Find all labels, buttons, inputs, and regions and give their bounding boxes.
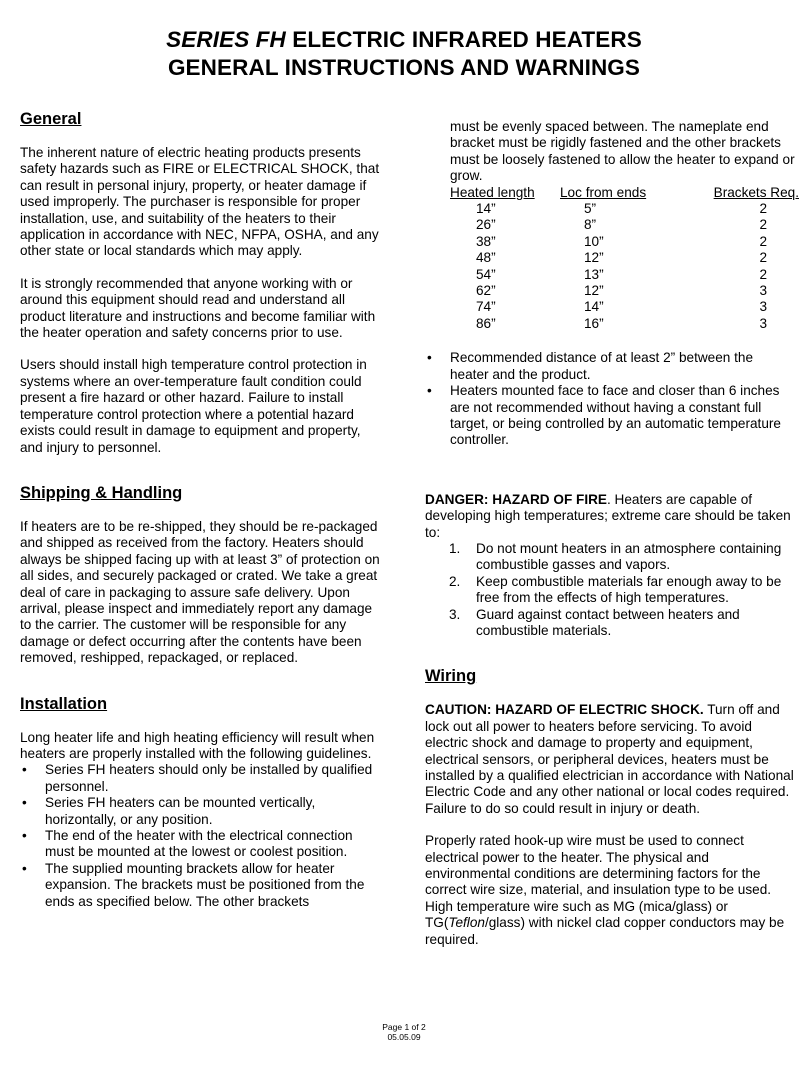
page-footer xyxy=(0,1022,808,1042)
danger-paragraph: DANGER: HAZARD OF FIRE. Heaters are capable of developing high temperatures; extreme care should be taken to: xyxy=(425,491,791,540)
cell-brackets-req: 3 xyxy=(759,299,767,315)
title-line2: GENERAL INSTRUCTIONS AND WARNINGS xyxy=(167,55,641,80)
cell-brackets-req: 2 xyxy=(759,233,767,249)
table-row xyxy=(450,201,799,217)
page-number: Page 1 of 2 xyxy=(382,1022,426,1032)
cell-heated-length: 38” xyxy=(476,233,496,249)
table-row xyxy=(450,267,799,283)
caution-label: CAUTION: HAZARD OF ELECTRIC SHOCK. xyxy=(425,702,704,718)
table-row xyxy=(450,250,799,266)
installation-bullet: • Series FH heaters should only be installed by qualified personnel. xyxy=(22,762,373,794)
bracket-table xyxy=(450,185,799,333)
left-column xyxy=(20,109,382,910)
general-heading: General xyxy=(20,110,82,128)
title-series: SERIES FH xyxy=(166,27,286,52)
header-brackets-req: Brackets Req. xyxy=(713,184,799,200)
danger-item: 3. Guard against contact between heaters and combustible materials. xyxy=(449,606,740,638)
header-loc-from-ends: Loc from ends xyxy=(560,184,647,200)
table-row xyxy=(450,316,799,332)
cell-heated-length: 54” xyxy=(476,266,496,282)
cell-brackets-req: 2 xyxy=(759,217,767,233)
installation-continued: must be evenly spaced between. The nameplate end bracket must be rigidly fastened and the other brackets must be loosely fastened to allow the heater to expand or grow. xyxy=(450,119,795,184)
installation-bullet: • Heaters mounted face to face and closer than 6 inches are not recommended without having a constant full target, or being controlled by an automatic temperature controller. xyxy=(427,383,781,448)
cell-loc-from-ends: 14” xyxy=(584,299,604,315)
installation-heading: Installation xyxy=(20,694,108,713)
cell-brackets-req: 2 xyxy=(759,201,767,217)
cell-loc-from-ends: 12” xyxy=(584,283,604,299)
installation-bullet: • Series FH heaters can be mounted vertically, horizontally, or any position. xyxy=(22,795,316,827)
general-paragraph-3: Users should install high temperature control protection in systems where an over-temperature fault condition could present a fire hazard or other hazard. Failure to install temperature control protection where a potential hazard exists could result in damage to equipment and property, and injury to personnel. xyxy=(20,357,367,455)
bracket-table-header xyxy=(450,185,799,201)
general-paragraph-2: It is strongly recommended that anyone working with or around this equipment should read and understand all product literature and instructions and become familiar with the heater operation and safety concerns prior to use. xyxy=(20,275,376,341)
table-row xyxy=(450,299,799,315)
cell-brackets-req: 2 xyxy=(759,250,767,266)
installation-bullet: • The end of the heater with the electrical connection must be mounted at the lowest or coolest position. xyxy=(22,828,353,860)
header-heated-length: Heated length xyxy=(450,184,535,200)
cell-heated-length: 14” xyxy=(476,201,496,217)
table-row xyxy=(450,234,799,250)
wiring-heading: Wiring xyxy=(425,667,477,686)
cell-loc-from-ends: 10” xyxy=(584,233,604,249)
danger-item: 1. Do not mount heaters in an atmosphere containing combustible gasses and vapors. xyxy=(449,540,782,573)
danger-label: DANGER: HAZARD OF FIRE xyxy=(425,491,607,507)
installation-bullet: • The supplied mounting brackets allow for heater expansion. The brackets must be positioned from the ends as specified below. The other brackets xyxy=(22,860,365,909)
installation-intro: Long heater life and high heating efficiency will result when heaters are properly installed with the following guidelines. xyxy=(20,729,375,761)
document-title xyxy=(0,26,808,82)
right-column xyxy=(425,119,799,948)
installation-bullet: • Recommended distance of at least 2” between the heater and the product. xyxy=(427,350,754,382)
cell-brackets-req: 2 xyxy=(759,266,767,282)
shipping-heading: Shipping & Handling xyxy=(20,483,183,502)
cell-loc-from-ends: 13” xyxy=(584,266,604,282)
cell-heated-length: 86” xyxy=(476,315,496,331)
shipping-paragraph: If heaters are to be re-shipped, they should be re-packaged and shipped as received from the factory. Heaters should always be shipped facing up with at least 3” of protection on all sides, and securely packaged or crated. We take a great deal of care in packaging to assure safe delivery. Upon arrival, please inspect and immediately report any damage to the carrier. The customer will be responsible for any damage or defect occurring after the contents have been removed, reshipped, repackaged, or replaced. xyxy=(20,518,380,666)
cell-loc-from-ends: 5” xyxy=(584,201,597,217)
title-line1: ELECTRIC INFRARED HEATERS xyxy=(285,27,642,52)
table-row xyxy=(450,217,799,233)
table-row xyxy=(450,283,799,299)
caution-paragraph: CAUTION: HAZARD OF ELECTRIC SHOCK. Turn off and lock out all power to heaters before servicing. To avoid electric shock and damage to property and equipment, electrical sensors, or peripheral devices, heaters must be installed by a qualified electrician in accordance with National Electric Code and any other national or local codes required. Failure to do so could result in injury or death. xyxy=(425,702,794,816)
danger-item: 2. Keep combustible materials far enough away to be free from the effects of high temperatures. xyxy=(449,573,782,606)
general-paragraph-1: The inherent nature of electric heating products presents safety hazards such as FIRE or ELECTRICAL SHOCK, that can result in personal injury, property, or heater damage if used improperly. The purchaser is responsible for proper installation, use, and suitability of the heaters to their application in accordance with NEC, NFPA, OSHA, and any other state or local standards which may apply. xyxy=(20,145,380,259)
cell-brackets-req: 3 xyxy=(759,283,767,299)
cell-heated-length: 48” xyxy=(476,250,496,266)
cell-loc-from-ends: 8” xyxy=(584,217,597,233)
cell-brackets-req: 3 xyxy=(759,315,767,331)
revision-date: 05.05.09 xyxy=(387,1032,421,1042)
wiring-paragraph-2: Properly rated hook-up wire must be used to connect electrical power to the heater. The physical and environmental conditions are determining factors for the correct wire size, material, and insulation type to be used. High temperature wire such as MG (mica/glass) or TG(Teflon/glass) with nickel clad copper conductors may be required. xyxy=(425,833,785,947)
cell-heated-length: 62” xyxy=(476,283,496,299)
cell-loc-from-ends: 12” xyxy=(584,250,604,266)
cell-heated-length: 74” xyxy=(476,299,496,315)
cell-heated-length: 26” xyxy=(476,217,496,233)
cell-loc-from-ends: 16” xyxy=(584,315,604,331)
